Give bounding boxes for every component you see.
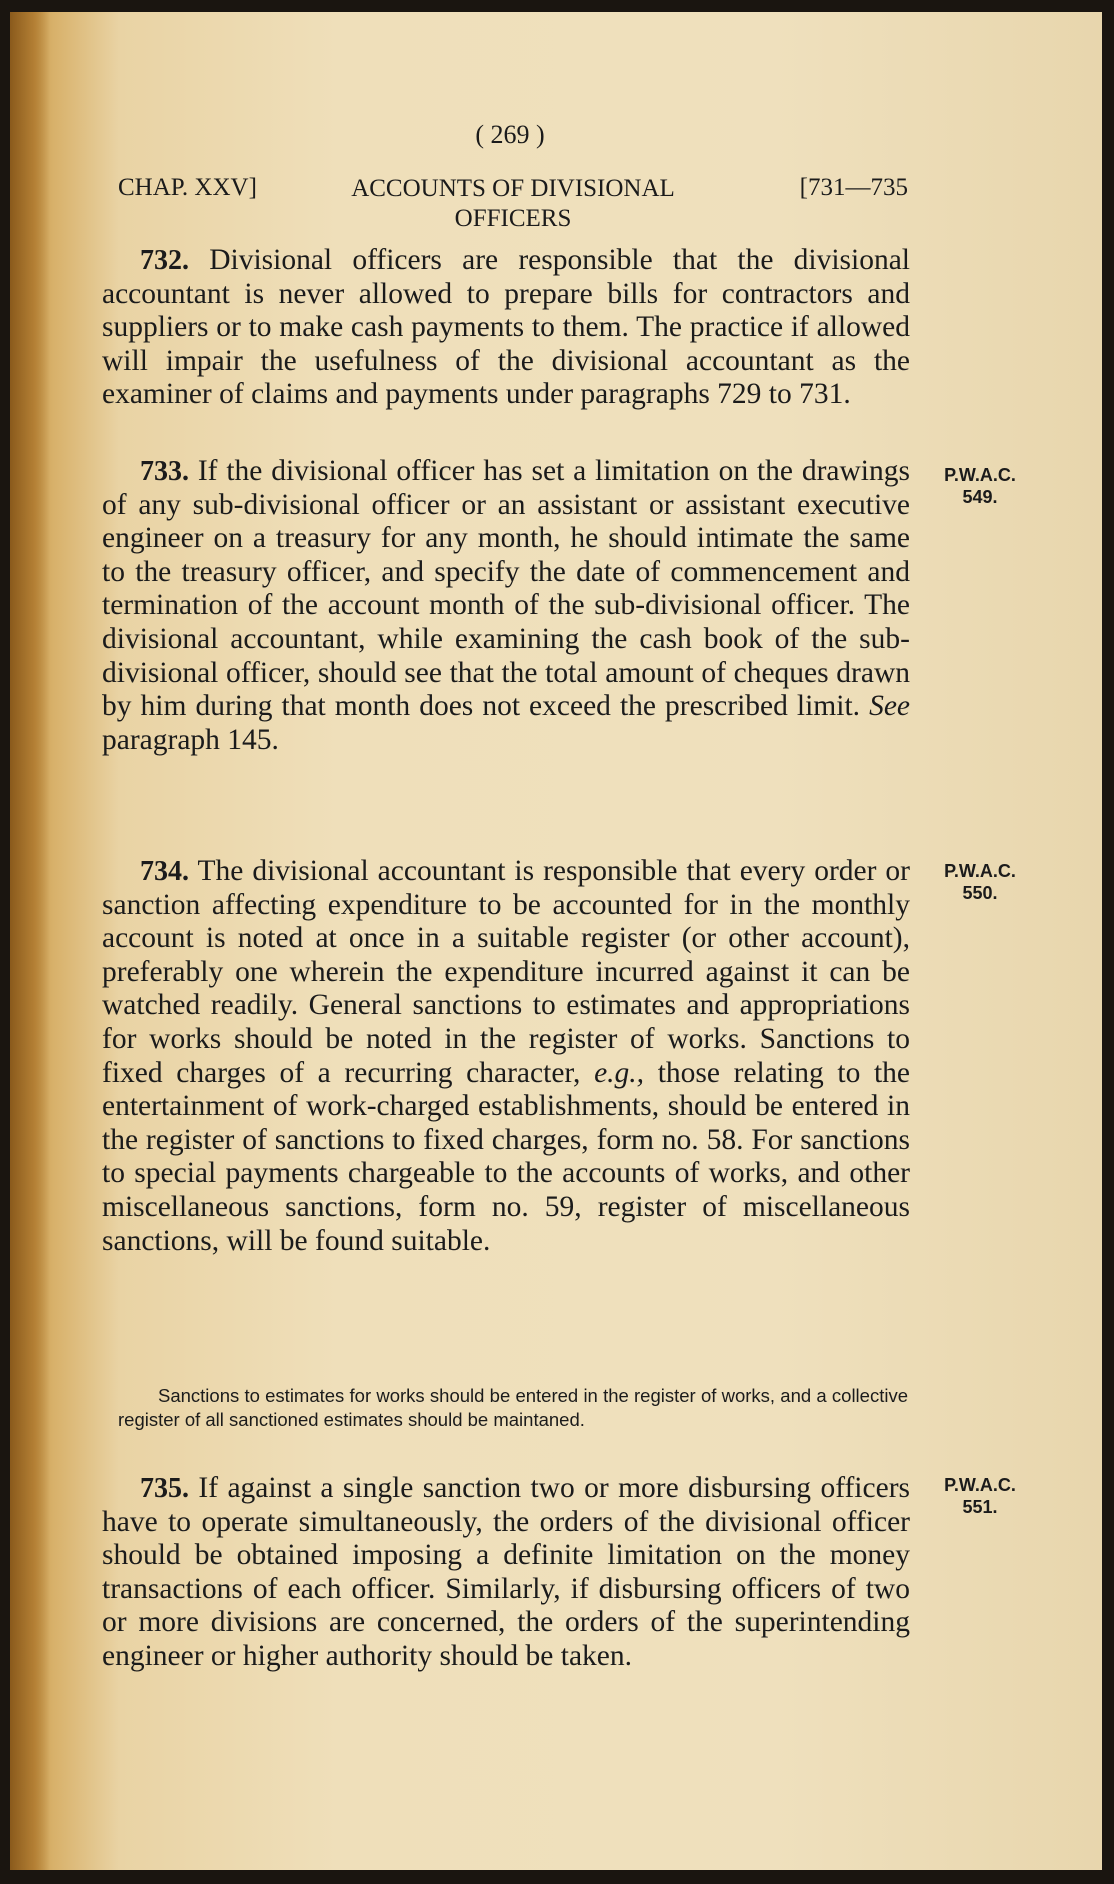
paragraph-text-cont: those relating to the entertainment of work-charged establishments, should be entered in the register of sanctions to fixed charges, form no. 58. For sanctions to special payments chargeable to the accounts of works, and other miscellaneous sanctions, form no. 59, register of miscellaneous sanctions, will be found suitable.: [102, 1056, 911, 1257]
margin-reference-551: [925, 1474, 1035, 1518]
paragraph-text: If against a single sanction two or more disbursing officers have to operate simultaneously, the orders of the divisional officer should be obtained imposing a definite limitation on the money transactions of each officer. Similarly, if disbursing officers of two or more divisions are concerned, the orders of the superintending engineer or higher authority should be taken.: [102, 1472, 910, 1672]
paragraph-number: 732.: [140, 245, 189, 276]
paragraph-734: [102, 855, 910, 1258]
margin-ref-label: P.W.A.C.: [944, 465, 1016, 485]
paragraph-733: [102, 455, 910, 757]
page-spine-shadow: [10, 12, 50, 1870]
see-reference-tail: paragraph 145.: [102, 723, 279, 756]
margin-ref-label: P.W.A.C.: [944, 861, 1016, 881]
header-chapter: CHAP. XXV]: [118, 174, 257, 201]
paragraph-number: 735.: [140, 1473, 189, 1504]
book-page: [10, 12, 1102, 1870]
paragraph-number: 733.: [140, 456, 189, 487]
margin-ref-number: 551.: [962, 1497, 998, 1517]
paragraph-text: Divisional officers are responsible that the divisional accountant is never allowed to prepare bills for contractors and suppliers or to make cash payments to them. The practice if allowed will impair the usefulness of the divisional accountant as the examiner of claims and payments under paragraphs 729 to 731.: [102, 244, 910, 411]
header-title: [118, 174, 908, 234]
footnote-sanctions: Sanctions to estimates for works should be entered in the register of works, and a collective register of all sanctioned estimates should be maintaned.: [118, 1385, 908, 1430]
eg-abbrev: e.g.,: [594, 1056, 645, 1089]
margin-ref-number: 550.: [962, 883, 998, 903]
margin-reference-549: [925, 464, 1035, 508]
margin-ref-number: 549.: [962, 487, 998, 507]
paragraph-text: The divisional accountant is responsible that every order or sanction affecting expenditure to be accounted for in the monthly account is noted at once in a suitable register (or other account), preferably one wherein the expenditure incurred against it can be watched readily. General sanctions to estimates and appropriations for works should be noted in the register of works. Sanctions to fixed charges of a recurring character,: [102, 855, 911, 1089]
header-title-text: ACCOUNTS OF DIVISIONAL OFFICERS: [351, 175, 675, 232]
paragraph-number: 734.: [140, 856, 189, 887]
paragraph-732: [102, 244, 910, 412]
paragraph-text: If the divisional officer has set a limitation on the drawings of any sub-divisional officer or an assistant or assistant executive engineer on a treasury for any month, he should intimate the same to the treasury officer, and specify the date of commencement and termination of the account month of the sub-divisional officer. The divisional accountant, while examining the cash book of the sub-divisional officer, should see that the total amount of cheques drawn by him during that month does not exceed the prescribed limit.: [102, 455, 910, 723]
see-reference: See: [869, 690, 911, 723]
page-number: ( 269 ): [475, 120, 545, 149]
header-range: [731—735: [799, 174, 908, 201]
margin-reference-550: [925, 860, 1035, 904]
margin-ref-label: P.W.A.C.: [944, 1475, 1016, 1495]
paragraph-735: [102, 1472, 910, 1674]
